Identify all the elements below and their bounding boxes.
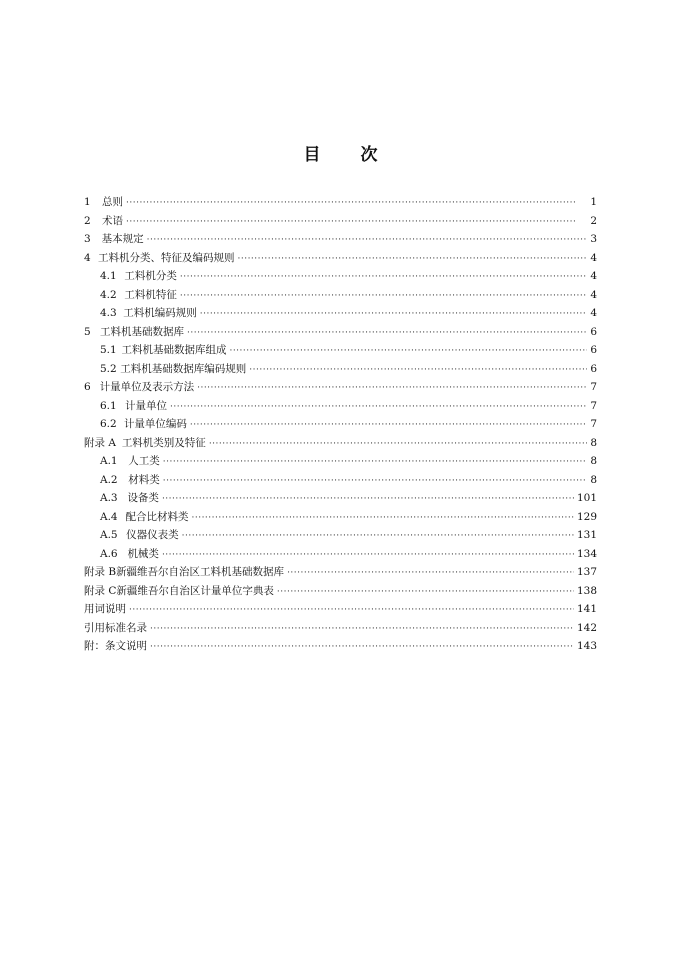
toc-leader-dots xyxy=(277,583,574,602)
toc-entry-page: 129 xyxy=(576,510,597,523)
toc-entry-page: 1 xyxy=(590,196,597,208)
toc-entry-page: 3 xyxy=(590,233,597,245)
toc-entry-page: 137 xyxy=(576,566,597,578)
toc-entry-page: 7 xyxy=(590,418,597,430)
toc-entry-label: 基本规定 xyxy=(101,233,144,245)
toc-entry-page: 8 xyxy=(590,436,597,449)
toc-entry[interactable] xyxy=(84,415,597,434)
toc-entry-number: 1 xyxy=(84,196,91,208)
toc-entry[interactable] xyxy=(84,286,597,305)
toc-entry[interactable] xyxy=(84,582,597,601)
toc-entry[interactable] xyxy=(84,600,597,619)
toc-entry-label: 工料机基础数据库 xyxy=(100,325,184,338)
toc-entry-page: 142 xyxy=(576,621,597,634)
toc-entry-number: 5 xyxy=(84,325,91,338)
toc-entry-page: 4 xyxy=(590,270,597,282)
toc-entry-number: 4.3 xyxy=(100,307,117,319)
toc-entry-number: 附录 B xyxy=(84,566,117,578)
toc-entry[interactable] xyxy=(84,563,597,582)
toc-leader-dots xyxy=(190,416,587,435)
toc-entry-label: 计量单位编码 xyxy=(123,418,187,430)
toc-entry-page: 7 xyxy=(590,399,597,412)
toc-entry-number: 附录 C xyxy=(84,584,117,597)
toc-entry-number: 5.2 xyxy=(100,362,117,375)
toc-leader-dots xyxy=(163,453,588,472)
toc-entry-label: 新疆维吾尔自治区计量单位字典表 xyxy=(116,584,274,597)
toc-entry[interactable] xyxy=(84,452,597,471)
toc-entry-label: 人工类 xyxy=(128,455,160,467)
toc-leader-dots xyxy=(162,490,574,509)
toc-leader-dots xyxy=(129,601,574,620)
toc-leader-dots xyxy=(237,250,587,269)
toc-entry-page: 7 xyxy=(590,381,597,393)
toc-entry[interactable] xyxy=(84,304,597,323)
toc-entry[interactable] xyxy=(84,230,597,249)
toc-entry-label: 工料机分类、特征及编码规则 xyxy=(97,251,235,264)
toc-entry[interactable] xyxy=(84,323,597,342)
toc-leader-dots xyxy=(187,324,587,343)
toc-entry[interactable] xyxy=(84,360,597,379)
toc-entry-label: 机械类 xyxy=(127,547,159,560)
toc-leader-dots xyxy=(249,361,587,380)
toc-entry[interactable] xyxy=(84,545,597,564)
toc-entry-number: 6.1 xyxy=(100,399,117,412)
toc-entry-number: 4.1 xyxy=(100,270,117,282)
toc-leader-dots xyxy=(170,398,587,417)
toc-entry-number: 5.1 xyxy=(100,344,117,356)
toc-entry-number: A.3 xyxy=(100,492,118,504)
toc-entry-page: 6 xyxy=(590,325,597,338)
toc-entry-label: 总则 xyxy=(102,196,123,208)
toc-entry-page: 6 xyxy=(590,344,597,356)
toc-entry[interactable] xyxy=(84,341,597,360)
toc-leader-dots xyxy=(180,287,587,306)
toc-entry-label: 工料机分类 xyxy=(124,270,177,282)
toc-leader-dots xyxy=(163,472,588,491)
toc-entry-page: 4 xyxy=(590,307,597,319)
toc-entry-label: 新疆维吾尔自治区工料机基础数据库 xyxy=(116,566,285,578)
toc-entry-page: 131 xyxy=(576,529,597,541)
toc-entry[interactable] xyxy=(84,508,597,527)
toc-entry-page: 101 xyxy=(576,492,597,504)
toc-entry[interactable] xyxy=(84,471,597,490)
toc-entry[interactable] xyxy=(84,489,597,508)
toc-entry-label: 引用标准名录 xyxy=(84,621,147,634)
toc-entry-page: 138 xyxy=(576,584,597,597)
toc-entry-page: 134 xyxy=(576,547,597,560)
page-title-char-2: 次 xyxy=(360,145,378,165)
toc-entry[interactable] xyxy=(84,193,597,212)
toc-leader-dots xyxy=(287,564,574,583)
toc-entry-number: 4 xyxy=(84,251,91,264)
toc-entry-number: A.6 xyxy=(100,547,118,560)
toc-entry[interactable] xyxy=(84,619,597,638)
toc-entry-label: 材料类 xyxy=(128,473,160,486)
toc-entry-label: 仪器仪表类 xyxy=(126,529,179,541)
toc-leader-dots xyxy=(191,509,573,528)
toc-entry[interactable] xyxy=(84,637,597,656)
page-title-char-1: 目 xyxy=(303,145,321,165)
toc-entry-number: A.2 xyxy=(100,473,118,486)
toc-entry[interactable] xyxy=(84,397,597,416)
table-of-contents xyxy=(84,193,597,656)
toc-entry-label: 用词说明 xyxy=(84,603,126,615)
toc-entry-number: 6 xyxy=(84,381,91,393)
toc-entry-label: 工料机类别及特征 xyxy=(121,436,206,449)
toc-leader-dots xyxy=(126,213,587,232)
toc-entry-page: 141 xyxy=(576,603,597,615)
toc-entry-number: 2 xyxy=(84,214,91,227)
toc-entry-label: 工料机基础数据库编码规则 xyxy=(120,362,247,375)
toc-leader-dots xyxy=(180,268,587,287)
toc-entry-label: 计量单位 xyxy=(125,399,168,412)
toc-entry[interactable] xyxy=(84,212,597,231)
toc-entry-label: 工料机编码规则 xyxy=(123,307,197,319)
toc-leader-dots xyxy=(126,194,587,213)
toc-entry[interactable] xyxy=(84,378,597,397)
toc-leader-dots xyxy=(200,305,588,324)
toc-entry-page: 8 xyxy=(590,473,597,486)
toc-leader-dots xyxy=(150,620,574,639)
toc-leader-dots xyxy=(182,527,574,546)
toc-leader-dots xyxy=(162,546,574,565)
toc-entry-number: 6.2 xyxy=(100,418,117,430)
toc-entry-label: 工料机基础数据库组成 xyxy=(121,344,227,356)
toc-entry[interactable] xyxy=(84,267,597,286)
page-title xyxy=(0,140,681,165)
toc-entry-page: 4 xyxy=(590,288,597,301)
toc-entry-page: 8 xyxy=(590,455,597,467)
toc-leader-dots xyxy=(197,379,587,398)
toc-entry-number: A.4 xyxy=(100,510,118,523)
toc-entry-label: 工料机特征 xyxy=(124,288,177,301)
toc-entry-label: 计量单位及表示方法 xyxy=(99,381,195,393)
toc-entry-page: 6 xyxy=(590,362,597,375)
toc-entry-label: 配合比材料类 xyxy=(125,510,189,523)
toc-entry[interactable] xyxy=(84,526,597,545)
toc-entry-page: 4 xyxy=(590,251,597,264)
toc-leader-dots xyxy=(209,435,588,454)
toc-entry-label: 设备类 xyxy=(127,492,159,504)
toc-entry-page: 2 xyxy=(590,214,597,227)
toc-entry-number: A.5 xyxy=(100,529,118,541)
toc-entry[interactable] xyxy=(84,434,597,453)
toc-leader-dots xyxy=(229,342,587,361)
toc-entry-number: A.1 xyxy=(100,455,118,467)
toc-entry-number: 4.2 xyxy=(100,288,117,301)
toc-entry-number: 附录 A xyxy=(84,436,116,449)
toc-entry-page: 143 xyxy=(576,640,597,652)
toc-leader-dots xyxy=(150,638,574,657)
toc-leader-dots xyxy=(147,231,588,250)
toc-entry-label: 术语 xyxy=(102,214,123,227)
toc-entry[interactable] xyxy=(84,249,597,268)
toc-entry-number: 3 xyxy=(84,233,91,245)
toc-entry-label: 附：条文说明 xyxy=(84,640,147,652)
